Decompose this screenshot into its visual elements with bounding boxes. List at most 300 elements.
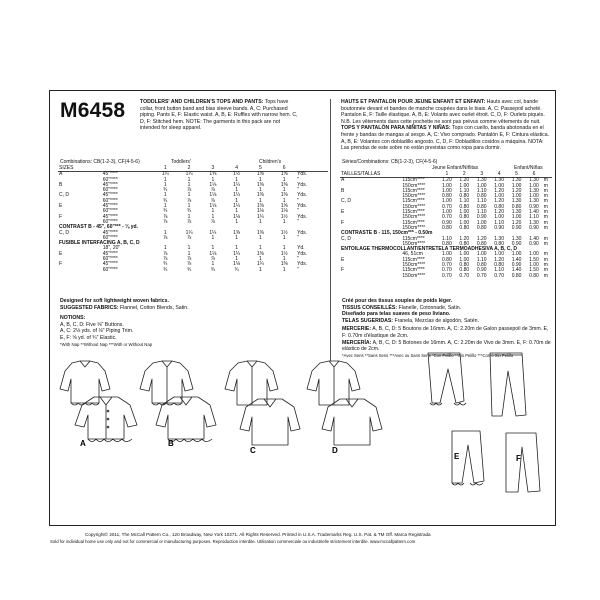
table-cell: 1¼ xyxy=(233,181,241,188)
table-cell: 115cm**** xyxy=(402,209,425,216)
table-cell: 1.20 xyxy=(494,256,504,263)
table-cell: 1⅛ xyxy=(233,213,241,220)
es-designed: Diseñado para telas suaves de peso liviano. xyxy=(342,311,451,318)
notions-3: E, F: ⅝ yd. of ¾" Elastic. xyxy=(60,334,117,341)
table-cell: Yds. xyxy=(297,261,308,268)
table-cell: ⅞ xyxy=(163,250,168,257)
table-cell: 1.00 xyxy=(442,198,452,205)
table-cell: 60"**** xyxy=(102,187,118,194)
table-cell: ⅞ xyxy=(186,187,192,194)
table-cell: Yds. xyxy=(297,229,308,236)
table-cell: " xyxy=(297,266,299,273)
table-cell: 1.30 xyxy=(511,209,522,216)
english-description xyxy=(140,99,300,132)
table-cell: 1.50 xyxy=(529,256,539,263)
table-cell: 0.70 xyxy=(442,267,452,274)
table-cell: 1 xyxy=(187,192,191,199)
footer-sold: Sold for individual home use only and not for commercial or manufacturing purposes. Reproduction interdite. Utilisation commerciale ou industrielle strictement interdite. www.mccallpattern.com xyxy=(50,539,416,544)
table-cell: 1 xyxy=(259,256,262,263)
table-cell: 1.00 xyxy=(511,251,522,258)
table-cell: 150cm**** xyxy=(402,182,426,189)
table-cell: 1.00 xyxy=(529,193,539,200)
table-cell: 1 xyxy=(259,266,262,273)
view-label-a: A xyxy=(80,439,86,448)
table-cell: 1 xyxy=(282,266,286,273)
table-cell: 60"**** xyxy=(102,266,118,273)
table-cell: 3 xyxy=(473,172,490,178)
table-cell: 1⅝ xyxy=(280,203,288,210)
table-cell: 1.00 xyxy=(511,214,522,221)
table-cell: C, D xyxy=(341,235,351,242)
table-cell: 0.80 xyxy=(459,240,470,247)
table-cell: 1 xyxy=(163,181,167,188)
table-cell: 1 xyxy=(235,245,238,252)
table-cell: ⅞ xyxy=(186,218,192,225)
table-cell: 45"**** xyxy=(102,229,118,236)
table-cell: 1 xyxy=(211,208,215,215)
table-cell: 1.50 xyxy=(529,267,539,274)
table-cell: E xyxy=(341,256,345,263)
table-cell: " xyxy=(297,187,299,194)
left-yardage-table xyxy=(58,166,328,273)
view-a-front-drawing xyxy=(75,397,137,442)
table-cell: 0.80 xyxy=(476,240,487,247)
table-cell: A xyxy=(59,171,63,178)
fr-designed: Créé pour des tissus souples de poids léger. xyxy=(342,298,453,304)
table-cell: 1 xyxy=(187,203,191,210)
table-cell: 1.00 xyxy=(459,219,470,226)
table-cell: 1.00 xyxy=(459,209,470,216)
table-cell: 45"**** xyxy=(102,181,118,188)
table-cell: 1.00 xyxy=(476,251,487,258)
table-cell: m xyxy=(543,267,548,274)
table-cell: 0.90 xyxy=(511,240,522,247)
es-fabrics-label: TELAS SUGERIDAS: xyxy=(342,317,394,324)
table-cell: 0.80 xyxy=(459,262,470,269)
view-c-back-drawing xyxy=(225,361,278,405)
table-cell: 1⅜ xyxy=(256,203,264,210)
table-cell: 1.00 xyxy=(494,182,504,189)
table-cell: 1.10 xyxy=(494,219,504,226)
table-cell: 60"**** xyxy=(102,234,118,241)
column-divider xyxy=(330,99,331,361)
table-cell: 115cm**** xyxy=(402,256,425,263)
table-cell: 1.10 xyxy=(494,267,504,274)
table-cell: Yds. xyxy=(297,192,308,199)
table-cell: ⅞ xyxy=(163,256,168,263)
table-cell: 1.00 xyxy=(529,262,539,269)
french-text: Hauts avec col, bande boutonnée devant et bandes de manche coupées dans le biais. A, C: Passepoil acheté. Pantalon E, F: Taille élastique. A, B, E: Volants avec ourlet étroit. C, D, F: Ourlets piqués. N.B. Les vêtements dans cette pochette ne sont pas prévus comme vêtements de nuit. xyxy=(341,99,545,125)
table-cell: " xyxy=(297,256,299,263)
table-cell: 1⅛ xyxy=(209,203,217,210)
table-cell: 150cm**** xyxy=(402,224,426,231)
table-cell: " xyxy=(297,218,299,225)
table-cell: 1.00 xyxy=(529,251,539,258)
table-cell: m xyxy=(543,224,548,231)
table-cell: 1.10 xyxy=(442,235,452,242)
table-cell: m xyxy=(543,262,548,269)
table-cell: 0.90 xyxy=(494,224,504,231)
table-cell: 1 xyxy=(153,166,177,172)
table-cell: 45"**** xyxy=(102,213,118,220)
table-cell: 1.30 xyxy=(476,177,487,184)
table-cell: 0.80 xyxy=(494,262,504,269)
table-cell: ¾ xyxy=(163,208,168,215)
table-cell: 1⅛ xyxy=(209,192,217,199)
table-cell: ¾ xyxy=(210,266,215,273)
table-cell: 45"**** xyxy=(102,171,118,178)
table-cell: m xyxy=(543,203,548,210)
table-row xyxy=(340,274,552,279)
table-cell: 1.40 xyxy=(529,209,539,216)
table-cell: 1.20 xyxy=(494,187,504,194)
table-cell: 150cm**** xyxy=(402,272,426,279)
table-cell: ¾ xyxy=(234,266,239,273)
view-f-pants-drawing xyxy=(490,353,540,492)
table-cell: 1¼ xyxy=(161,171,169,178)
table-cell: m xyxy=(543,256,548,263)
table-cell: 0.80 xyxy=(511,272,522,279)
table-cell: 1¼ xyxy=(233,250,241,257)
table-cell: F xyxy=(59,213,63,220)
table-cell: 1.00 xyxy=(442,251,452,258)
table-cell: 0.80 xyxy=(442,193,452,200)
table-cell: ¾ xyxy=(186,208,192,215)
table-cell: 0.80 xyxy=(476,224,487,231)
nap-key: *With Nap **Without Nap ***With or Without Nap xyxy=(60,341,153,347)
table-cell: 4 xyxy=(225,166,249,172)
section-heading: ENTOILAGE THERMOCOLLANT/ENTRETELA TERMOADHESIVA A, B, C, D xyxy=(341,246,517,253)
view-c-front-drawing xyxy=(240,399,300,445)
table-cell: 1 xyxy=(235,234,238,241)
table-cell: 1⅜ xyxy=(280,181,288,188)
table-cell: 1⅛ xyxy=(233,261,241,268)
view-label-b: B xyxy=(168,439,174,448)
table-cell: 1⅝ xyxy=(280,171,288,178)
table-cell: 18", 20" xyxy=(102,245,121,252)
table-cell: 1.30 xyxy=(529,177,539,184)
table-cell: 1 xyxy=(235,218,238,225)
table-cell: 5 xyxy=(508,172,525,178)
table-cell: ⅞ xyxy=(163,213,168,220)
table-cell: m xyxy=(543,193,548,200)
table-cell: 1⅜ xyxy=(256,250,264,257)
table-cell: 1 xyxy=(259,187,262,194)
table-cell: m xyxy=(543,187,548,194)
fr-fabrics: Flanelle, Cotonnade, Satin. xyxy=(398,304,462,311)
table-cell: m xyxy=(543,177,548,184)
table-cell: 1⅛ xyxy=(280,208,288,215)
table-cell: 115cm**** xyxy=(402,235,425,242)
table-cell: 1⅛ xyxy=(209,181,217,188)
table-cell: 1.20 xyxy=(459,177,470,184)
table-cell: 0.80 xyxy=(442,224,452,231)
table-cell: 1 xyxy=(187,245,191,252)
es-notions: A, B, C, D: 5 Botones de 16mm. A, C: 2.20m de Vivo de 3mm. E, F: 0.70m de elástico de 2cm. xyxy=(342,339,551,353)
table-cell: 1.10 xyxy=(529,214,539,221)
table-cell: 1.00 xyxy=(476,182,487,189)
table-cell: 115cm**** xyxy=(402,177,425,184)
table-cell: 0.90 xyxy=(529,203,539,210)
table-cell: 0.80 xyxy=(459,214,470,221)
table-cell: m xyxy=(543,198,548,205)
table-cell: B xyxy=(341,187,345,194)
table-cell: 1.00 xyxy=(529,182,539,189)
section-heading: CONTRAST B - 45", 60"*** - ⅛ yd. xyxy=(59,224,138,231)
table-cell: m xyxy=(543,251,548,258)
table-cell: 1.00 xyxy=(511,182,522,189)
section-heading: CONTRASTE B - 115, 150cm*** - 0.50m xyxy=(341,230,433,237)
table-cell: 1 xyxy=(259,176,262,183)
table-cell: 1.20 xyxy=(494,209,504,216)
table-cell: 0.70 xyxy=(476,272,487,279)
table-cell: 0.90 xyxy=(529,224,539,231)
table-cell: 0.80 xyxy=(476,262,487,269)
table-cell: 0.80 xyxy=(459,224,470,231)
table-cell: 1.10 xyxy=(476,187,487,194)
table-cell: m xyxy=(543,214,548,221)
fr-notions-label: MERCERIE: xyxy=(342,326,372,333)
table-cell: B xyxy=(59,181,63,188)
table-cell: m xyxy=(543,219,548,226)
table-cell: 1 xyxy=(211,213,215,220)
table-cell: 1.00 xyxy=(442,187,452,194)
table-cell: 1 xyxy=(187,176,191,183)
table-cell: 1⅛ xyxy=(256,208,264,215)
table-cell: 60"**** xyxy=(102,218,118,225)
table-cell: F xyxy=(59,261,63,268)
right-combinations: Séries/Combinations: CB(1-2-3), CF(4-5-6) xyxy=(342,159,438,165)
table-cell: 1.40 xyxy=(529,235,539,242)
table-cell: " xyxy=(297,234,299,241)
right-group-enfant: Enfant/Niñas xyxy=(514,165,543,171)
table-cell: 1 xyxy=(211,234,215,241)
table-cell: 150cm**** xyxy=(402,240,426,247)
table-cell: 60"**** xyxy=(102,197,118,204)
notions-2: A, C: 2⅛ yds. of ⅛" Piping Trim. xyxy=(60,328,134,335)
table-cell: 0.70 xyxy=(442,214,452,221)
view-label-e: E xyxy=(454,452,460,461)
table-cell: 150cm**** xyxy=(402,193,426,200)
view-label-d: D xyxy=(332,446,338,455)
table-cell: 2 xyxy=(177,166,201,172)
table-cell: m xyxy=(543,235,548,242)
table-cell: ¾ xyxy=(163,187,168,194)
table-cell: 1.20 xyxy=(511,219,522,226)
suggested-text: Flannel, Cotton Blends, Satin. xyxy=(119,304,189,311)
table-cell: 1.30 xyxy=(529,219,539,226)
table-cell: 1 xyxy=(163,176,167,183)
table-cell: ⅞ xyxy=(163,234,168,241)
notions-1: A, B, C, D: Five ⅝" Buttons. xyxy=(60,321,124,328)
table-cell: 1.00 xyxy=(442,182,452,189)
table-cell: 1¼ xyxy=(185,229,193,236)
table-cell: 1 xyxy=(282,218,286,225)
garment-drawings xyxy=(50,341,555,506)
table-cell: 60"**** xyxy=(102,256,118,263)
table-cell: 1 xyxy=(282,187,286,194)
pattern-number: M6458 xyxy=(60,99,126,122)
table-cell xyxy=(340,274,401,279)
table-cell: 0.80 xyxy=(459,193,470,200)
table-cell: 1.10 xyxy=(459,198,470,205)
french-spanish-description xyxy=(341,99,551,152)
table-cell: C, D xyxy=(59,192,69,199)
table-cell: F xyxy=(341,219,345,226)
table-cell: 1 xyxy=(282,197,286,204)
table-cell: Yds. xyxy=(297,171,308,178)
table-cell: 1.30 xyxy=(511,235,522,242)
table-cell: 1.20 xyxy=(511,187,522,194)
table-cell: E xyxy=(59,203,63,210)
table-cell: 45"**** xyxy=(102,192,118,199)
table-cell: 1 xyxy=(282,234,286,241)
table-cell: 1.40 xyxy=(511,256,522,263)
table-cell: 0.90 xyxy=(511,262,522,269)
table-cell: 115cm**** xyxy=(402,219,425,226)
table-cell: 0.70 xyxy=(442,262,452,269)
table-cell: 1 xyxy=(163,245,167,252)
right-group-jeune: Jeune Enfant/Niñitas xyxy=(432,165,479,171)
table-cell: C, D xyxy=(341,198,351,205)
table-cell xyxy=(58,268,102,273)
table-cell: 1.10 xyxy=(476,256,487,263)
table-cell: 1.10 xyxy=(476,198,487,205)
table-cell: Yd. xyxy=(297,245,305,252)
table-cell: 115cm**** xyxy=(402,267,425,274)
view-d-front-drawing xyxy=(322,399,382,445)
table-cell: Yds. xyxy=(297,181,308,188)
table-cell: 0.80 xyxy=(459,203,470,210)
table-cell: 0.70 xyxy=(459,272,470,279)
table-cell: 1.00 xyxy=(511,193,522,200)
left-combinations: Combinations: CB(1-2-3), CF(4-5-6) xyxy=(60,159,140,165)
table-cell: ¾ xyxy=(163,261,168,268)
french-title: HAUTS ET PANTALON POUR JEUNE ENFANT ET ENFANT: xyxy=(341,99,486,105)
table-cell: 150cm**** xyxy=(402,203,426,210)
table-cell: 1.30 xyxy=(511,177,522,184)
table-cell: 115cm**** xyxy=(402,198,425,205)
table-cell: 1.20 xyxy=(476,235,487,242)
table-cell: 0.80 xyxy=(494,203,504,210)
left-group-toddlers: Toddlers' xyxy=(171,159,191,165)
table-cell: A xyxy=(341,177,345,184)
table-cell: 1.30 xyxy=(494,177,504,184)
table-cell: 1½ xyxy=(233,171,241,178)
table-cell: 0.70 xyxy=(442,272,452,279)
view-d-back-drawing xyxy=(307,361,360,405)
table-cell: 60"**** xyxy=(102,208,118,215)
table-cell: 1⅜ xyxy=(280,261,288,268)
table-cell: ⅞ xyxy=(186,197,192,204)
table-cell: 1.40 xyxy=(511,267,522,274)
spanish-title: TOPS Y PANTALÓN PARA NIÑITAS Y NIÑAS: xyxy=(341,125,451,132)
es-notions-label: MERCERÍA: xyxy=(342,339,372,346)
table-cell: 1¼ xyxy=(233,192,241,199)
table-cell: ⅞ xyxy=(210,197,215,204)
table-cell: 1½ xyxy=(280,213,288,220)
table-cell: 1⅜ xyxy=(256,192,264,199)
table-cell: 1⅝ xyxy=(256,171,264,178)
table-cell: 1 xyxy=(282,256,286,263)
table-cell: 1.10 xyxy=(459,187,470,194)
table-cell: 46, 51cm xyxy=(402,251,423,258)
table-cell: 0.80 xyxy=(476,203,487,210)
table-cell: E xyxy=(341,209,345,216)
table-cell: 1⅜ xyxy=(233,229,241,236)
table-cell: C, D xyxy=(59,229,69,236)
table-cell: 2 xyxy=(456,172,473,178)
table-cell: 5 xyxy=(249,166,273,172)
table-cell: 1.00 xyxy=(442,209,452,216)
table-cell: 1 xyxy=(282,245,286,252)
table-cell: 1 xyxy=(187,213,191,220)
table-row xyxy=(58,268,328,273)
table-cell: 45"**** xyxy=(102,250,118,257)
view-label-c: C xyxy=(250,446,256,455)
table-cell: 1.00 xyxy=(459,256,470,263)
table-cell: 1 xyxy=(259,234,262,241)
es-fabrics: Franela, Mezclas de algodón, Satén. xyxy=(394,317,479,324)
table-cell: 1 xyxy=(235,256,238,263)
table-cell: 1.20 xyxy=(442,177,452,184)
table-cell: ⅞ xyxy=(210,218,215,225)
table-cell: ⅞ xyxy=(186,256,192,263)
table-cell: 0.90 xyxy=(442,219,452,226)
footer-copyright: Copyright© 2011, The McCall Pattern Co., 120 Broadway, New York 10271. All Rights Reserved. Printed in U.S.A. Trademarks Reg. U.S. Pat. & TM Off. Marca Registrada xyxy=(85,532,431,537)
table-cell: 1⅜ xyxy=(256,229,264,236)
table-cell: Yds. xyxy=(297,213,308,220)
table-cell: 1.00 xyxy=(459,182,470,189)
table-cell: m xyxy=(543,182,548,189)
table-cell: 1¼ xyxy=(185,171,193,178)
table-cell: ⅞ xyxy=(186,261,192,268)
table-cell: 0.90 xyxy=(476,214,487,221)
table-cell: 1.00 xyxy=(494,251,504,258)
table-cell: ⅞ xyxy=(163,218,168,225)
right-yardage-table xyxy=(340,172,552,279)
table-cell: 0.80 xyxy=(511,203,522,210)
table-cell: SIZES xyxy=(58,166,102,172)
table-cell: 150cm**** xyxy=(402,262,426,269)
table-cell: ⅞ xyxy=(210,187,215,194)
table-cell: ¾ xyxy=(163,266,168,273)
table-cell: F xyxy=(341,267,345,274)
fr-notions: A, B, C, D: 5 Boutons de 16mm. A, C: 2.20m de Galon passepoil de 3mm. E, F: 0.70m d'élastique de 2cm. xyxy=(342,326,549,339)
table-cell: 1 xyxy=(259,218,262,225)
table-cell: 1 xyxy=(187,250,191,257)
fr-fabrics-label: TISSUS CONSEILLÉS: xyxy=(342,304,398,311)
english-title: TODDLERS' AND CHILDREN'S TOPS AND PANTS: xyxy=(140,99,264,105)
table-cell: 1.00 xyxy=(476,219,487,226)
table-cell: m xyxy=(543,209,548,216)
table-cell: 1½ xyxy=(280,229,288,236)
table-cell: 1 xyxy=(235,208,238,215)
table-cell: 45"**** xyxy=(102,203,118,210)
table-cell: Yds. xyxy=(297,203,308,210)
table-cell: 1.00 xyxy=(494,193,504,200)
table-cell: 1.30 xyxy=(529,187,539,194)
instruction-sheet xyxy=(49,90,556,526)
table-cell: " xyxy=(297,197,299,204)
spanish-text: Tops con cuello, banda abotonada en el frente y bandas de mangas al sesgo. A, C: Vivo comprado. Pantalón E, F: Cintura elástica. A, B, E: Volantes con dobladillo angosto. C, D, F: Dobladillos cosidos a máquina. NOTA: Las prendas de este sobre no están previstas como ropa para dormir. xyxy=(341,125,550,152)
table-cell: 3 xyxy=(201,166,225,172)
table-cell: 1⅜ xyxy=(256,181,264,188)
table-cell: ⅞ xyxy=(210,256,215,263)
table-cell: 1 xyxy=(438,172,455,178)
table-cell: 6 xyxy=(272,166,296,172)
table-cell: 0.70 xyxy=(494,272,504,279)
